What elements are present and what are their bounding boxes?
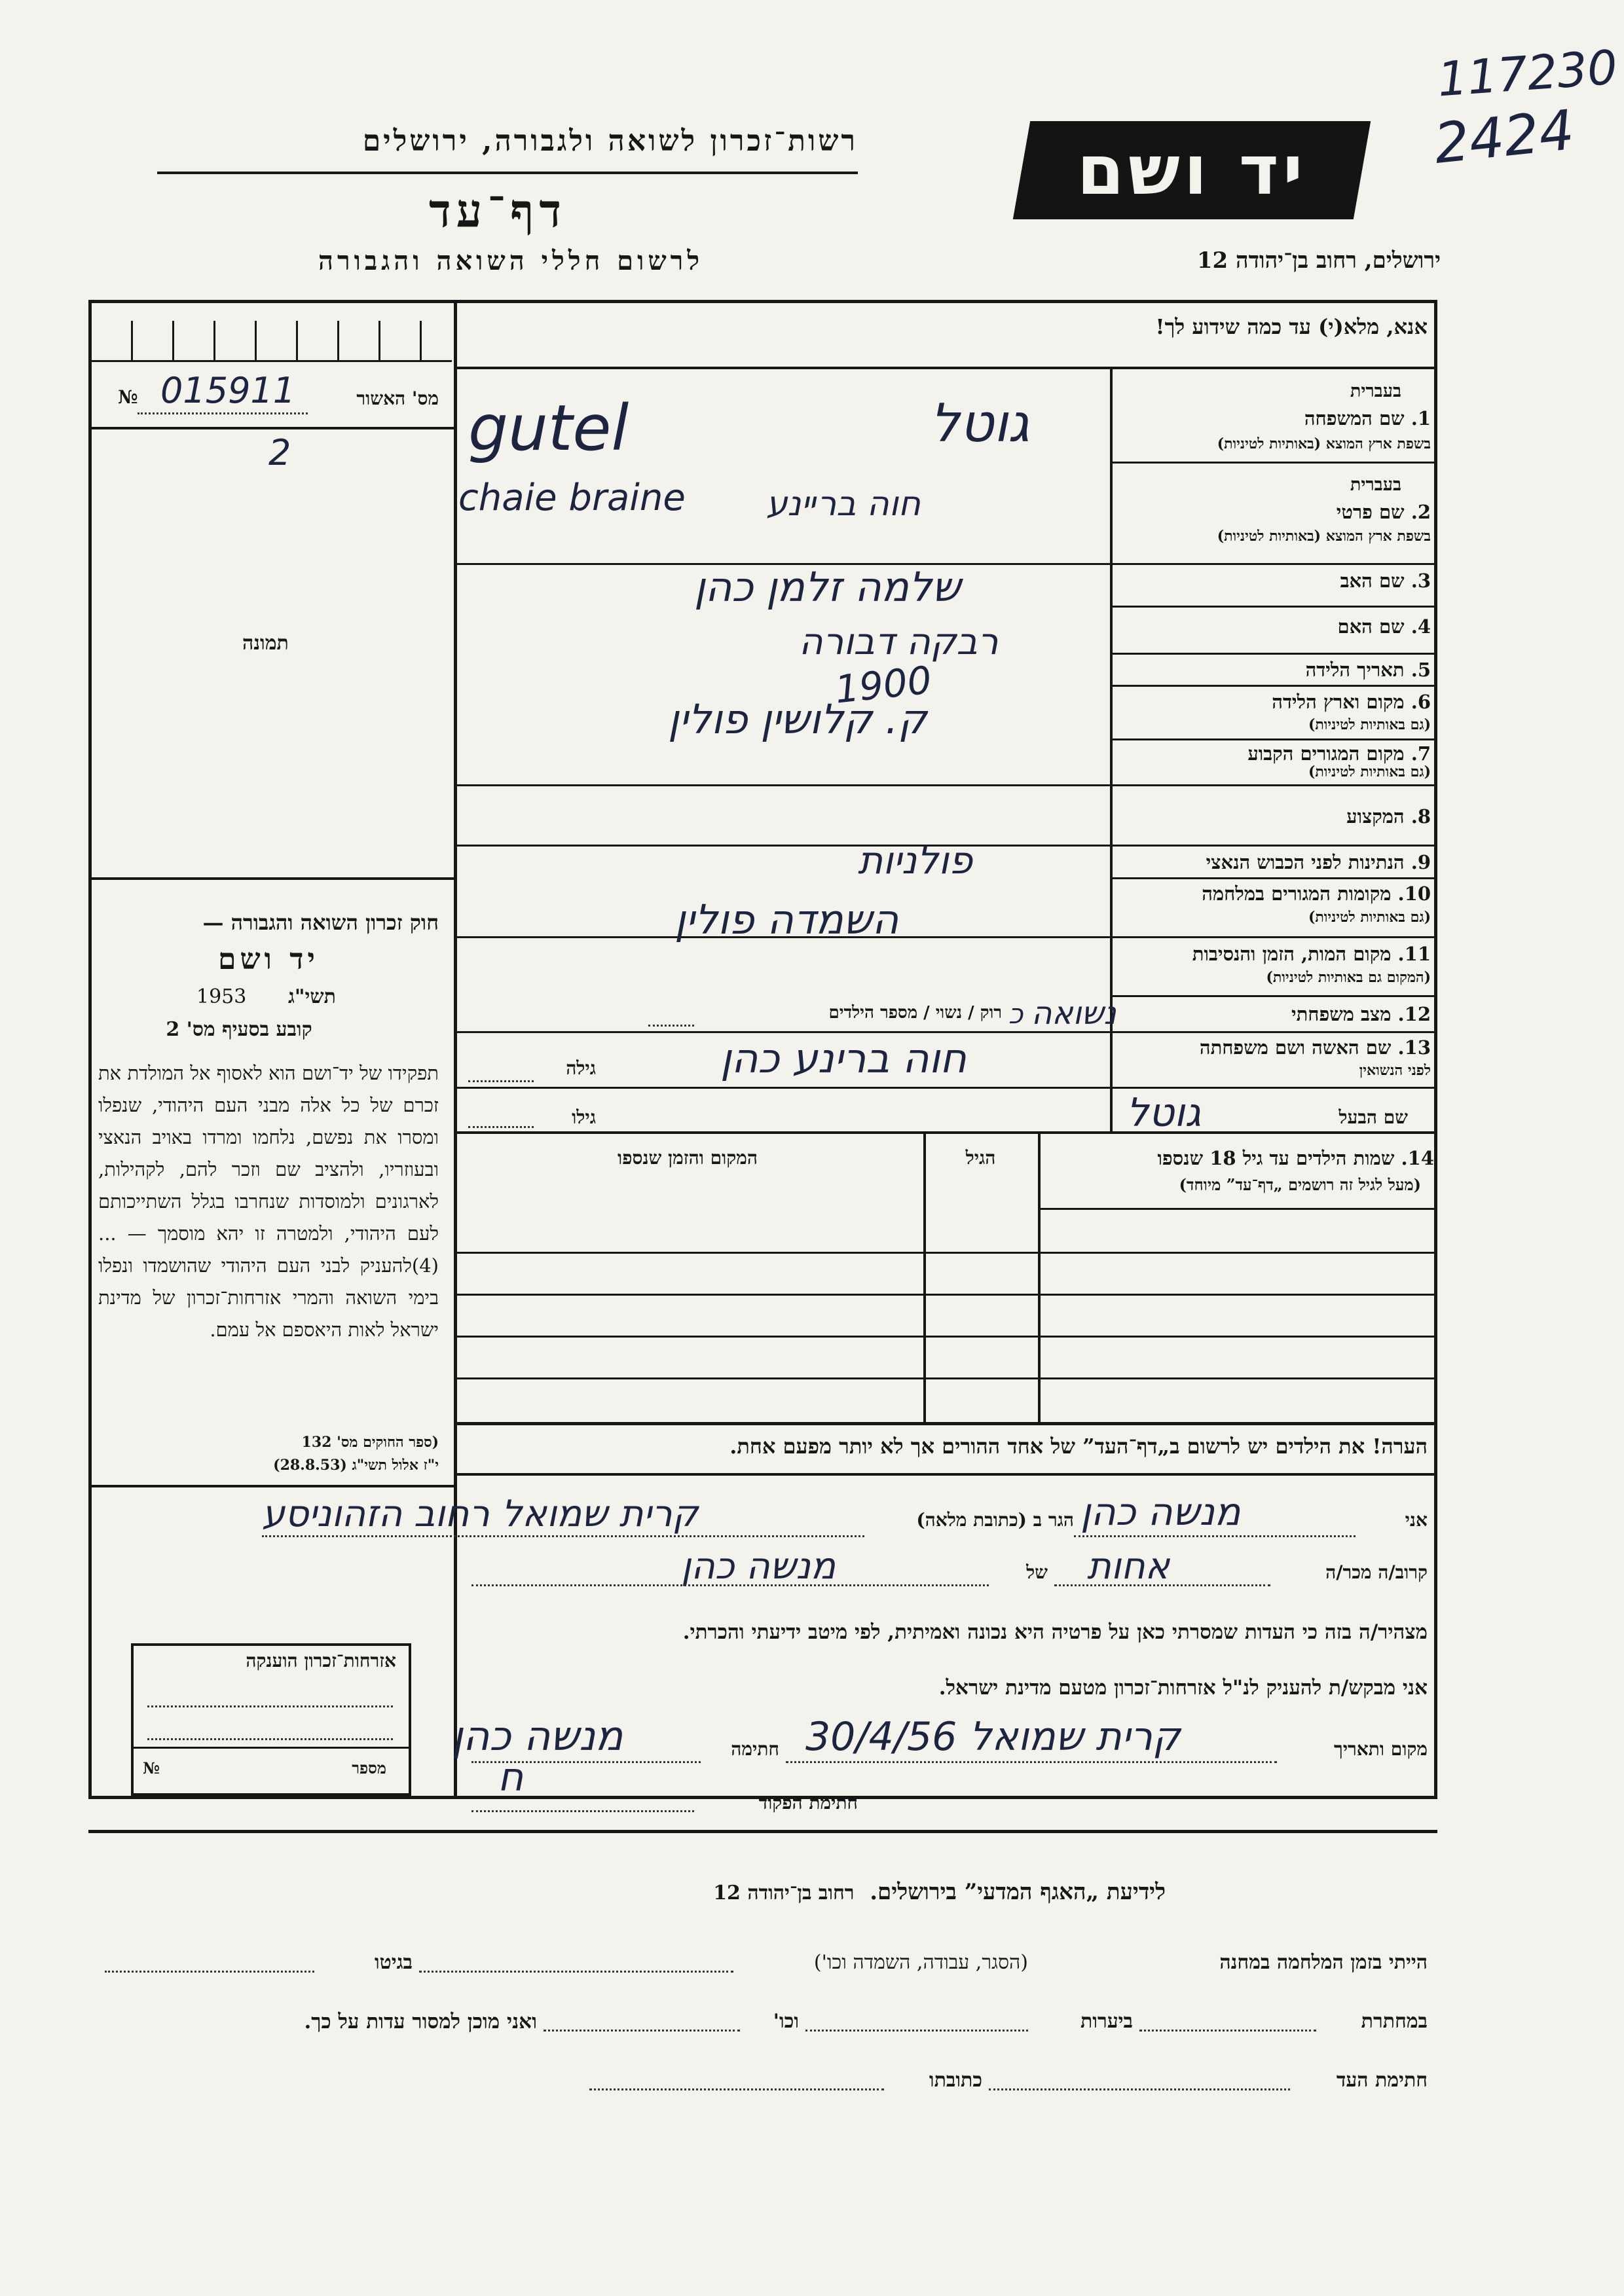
footer-line3-a: חתימת העד (1336, 2069, 1428, 2092)
field-6-value: ק. קלושין פולין (668, 695, 927, 743)
law-year-heb: תשי"ג (288, 985, 336, 1008)
field-1-label: 1. שם המשפחה (1304, 407, 1431, 429)
official-signature: ח (498, 1755, 524, 1800)
approval-sub: 2 (268, 432, 291, 473)
law-name: יד ושם (218, 943, 319, 976)
field-10-label: 10. מקומות המגורים במלחמה (1202, 883, 1431, 905)
footer-line1-paren: (הסגר, עבודה, השמדה וכו') (813, 1951, 1028, 1974)
archive-number: 117230 (1435, 39, 1619, 107)
field-13-label: 13. שם האשה ושם משפחתה (1199, 1036, 1431, 1059)
form-title: דף־עד (428, 183, 566, 238)
field-1-heb-label: בעברית (1350, 381, 1401, 401)
approval-value: 015911 (160, 370, 296, 411)
field-11-sub: (המקום גם באותיות לטיניות) (1266, 969, 1431, 986)
field-1-sub: בשפת ארץ המוצא (באותיות לטיניות) (1217, 435, 1431, 452)
field-12-label: 12. מצב משפחתי (1291, 1003, 1431, 1025)
field-12-mark: כ (1008, 998, 1024, 1030)
lives-label: הגר ב (כתובת מלאה) (916, 1509, 1074, 1531)
footer-heading (458, 1879, 1166, 1905)
field-5-value: 1900 (832, 657, 934, 712)
form-subtitle: לרשום חללי השואה והגבורה (318, 246, 704, 276)
archive-sub: 2424 (1431, 98, 1578, 176)
place-date-label: מקום ותאריך (1333, 1738, 1428, 1760)
citizen-number-sign: № (143, 1758, 160, 1777)
footer-heading-text: לידיעת „האגף המדעי” בירושלים. (870, 1879, 1166, 1905)
official-label: חתימת הפקוד (758, 1792, 858, 1813)
of-label: של (1026, 1561, 1048, 1583)
org-name: רשות־זכרון לשואה ולגבורה, ירושלים (362, 124, 858, 158)
law-text: תפקידו של יד־ושם הוא לאסוף אל המולדת את זכרם של כל אלה מבני העם היהודי, שנפלו ומסרו את נפשם, נלחמו ומרדו באויב הנאצי ובעוזריו, ולהציב שם וזכר להם, לקהילות, לארגונים ולמוסדות שנחרבו בגלל השתייכותם לעם היהודי, ולמטרה זו יהא מוסמך — ...(4)להעניק לבני העם היהודי שהושמדו ונפלו בימי השואה והמרי אזרחות־זכרון של מדינת ישראל לאות היאספם אל עמם. (98, 1062, 439, 1341)
husband-label: שם הבעל (1338, 1106, 1408, 1128)
age-label-wife: גילה (566, 1057, 596, 1079)
logo-text: יד ושם (1077, 130, 1307, 210)
relative-value: אחות (1087, 1545, 1170, 1588)
age-label-husband: גילו (572, 1106, 596, 1128)
field-4-value: רבקה דבורה (799, 621, 999, 663)
children-label: 14. שמות הילדים עד גיל 18 שנספו (1157, 1147, 1434, 1169)
field-7-label: 7. מקום המגורים הקבוע (1247, 742, 1431, 765)
field-8-label: 8. המקצוע (1346, 805, 1431, 828)
field-2-value: חוה ברײנע (766, 484, 921, 524)
declare-text: מצהיר/ה בזה כי העדות שמסרתי כאן על פרטיה היא נכונה ואמיתית, לפי מיטב ידיעתי והכרתי. (682, 1620, 1428, 1644)
footer-line2-a: במחתרת (1361, 2010, 1428, 2033)
of-value: מנשה כהן (681, 1545, 836, 1588)
signature-value: מנשה כהן (452, 1712, 623, 1760)
law-clause: קובע בסעיף מס' 2 (166, 1018, 312, 1041)
children-col-place: המקום והזמן שנספו (618, 1147, 758, 1169)
law-ref: (ספר החוקים מס' 132 (301, 1434, 439, 1451)
field-4-label: 4. שם האם (1337, 615, 1431, 638)
field-9-value: פולניות (858, 838, 973, 883)
field-3-label: 3. שם האב (1340, 570, 1431, 592)
field-2-sub: בשפת ארץ המוצא (באותיות לטיניות) (1217, 528, 1431, 545)
husband-value: גוטל (1126, 1090, 1202, 1136)
yad-vashem-logo (1013, 121, 1371, 219)
footer-line2-d: ואני מוכן למסור עדות על כך. (304, 2010, 537, 2033)
relative-label: קרוב/ה מכר/ה (1325, 1561, 1428, 1583)
field-6-sub: (גם באותיות לטיניות) (1308, 716, 1431, 733)
law-title: חוק זכרון השואה והגבורה — (202, 910, 439, 935)
signature-label: חתימה (731, 1738, 779, 1760)
children-col-age: הגיל (965, 1147, 996, 1169)
law-ref2: י"ז אלול תשי"ג (28.8.53) (273, 1457, 439, 1474)
field-12-value: נשואה (1031, 995, 1116, 1032)
field-9-label: 9. הנתינות לפני הכבוש הנאצי (1206, 851, 1431, 873)
footer-line2-c: וכו' (773, 2010, 799, 2033)
field-1-value: גוטל (930, 393, 1030, 454)
lives-value: קרית שמואל רחוב הזהוניסע (262, 1493, 699, 1535)
field-13-sub: לפני הנשואין (1359, 1062, 1431, 1079)
field-1-latin: gutel (468, 392, 629, 465)
field-11-label: 11. מקום המות, הזמן והנסיבות (1192, 943, 1431, 965)
field-13-value: חוה ברינע כהן (720, 1034, 967, 1082)
field-2-heb-label: בעברית (1350, 475, 1401, 495)
declarant-ani-value: מנשה כהן (1080, 1489, 1241, 1534)
form-address: ירושלים, רחוב בן־יהודה 12 (1196, 247, 1441, 274)
field-2-latin: chaie braine (458, 477, 686, 519)
children-sub: (מעל לגיל זה רושמים „דף־עד” מיוחד) (1179, 1175, 1421, 1194)
approval-label: מס' האשור (356, 388, 439, 409)
request-text: אני מבקש/ת להעניק לנ"ל אזרחות־זכרון מטעם מדינת ישראל. (938, 1676, 1428, 1700)
footer-line3-b: כתובתו (929, 2069, 982, 2092)
approval-no-sign: № (118, 386, 138, 408)
note-text: הערה! את הילדים יש לרשום ב„דף־העד” של אחד ההורים אך לא יותר מפעם אחת. (729, 1434, 1428, 1459)
footer-line2-b: ביערות (1080, 2010, 1133, 2033)
citizen-number-label: מספר (352, 1758, 386, 1777)
approval-ticks (92, 321, 452, 362)
footer-address: רחוב בן־יהודה 12 (713, 1882, 855, 1904)
field-2-label: 2. שם פרטי (1336, 501, 1431, 523)
footer-line1-label: הייתי בזמן המלחמה במחנה (1219, 1951, 1428, 1974)
field-6-label: 6. מקום וארץ הלידה (1272, 691, 1431, 713)
field-5-label: 5. תאריך הלידה (1305, 659, 1431, 681)
field-7-sub: (גם באותיות לטיניות) (1308, 763, 1431, 780)
citizen-box-title: אזרחות־זכרון הוענקה (246, 1650, 396, 1671)
field-3-value: שלמה זלמן כהן (694, 563, 961, 611)
field-11-value: השמדה פולין (674, 896, 899, 943)
field-10-sub: (גם באותיות לטיניות) (1308, 909, 1431, 926)
intro-text: אנא, מלא(י) עד כמה שידוע לך! (1155, 314, 1428, 339)
declarant-ani: אני (1405, 1509, 1428, 1531)
photo-label: תמונה (242, 632, 289, 655)
field-12-options: רוק / נשוי / מספר הילדים (828, 1003, 1002, 1023)
footer-frame (88, 1830, 1437, 2128)
law-year: 1953 (196, 985, 247, 1008)
footer-line1-end: בגיטו (374, 1951, 413, 1974)
place-date-value: קרית שמואל 30/4/56 (805, 1714, 1181, 1760)
